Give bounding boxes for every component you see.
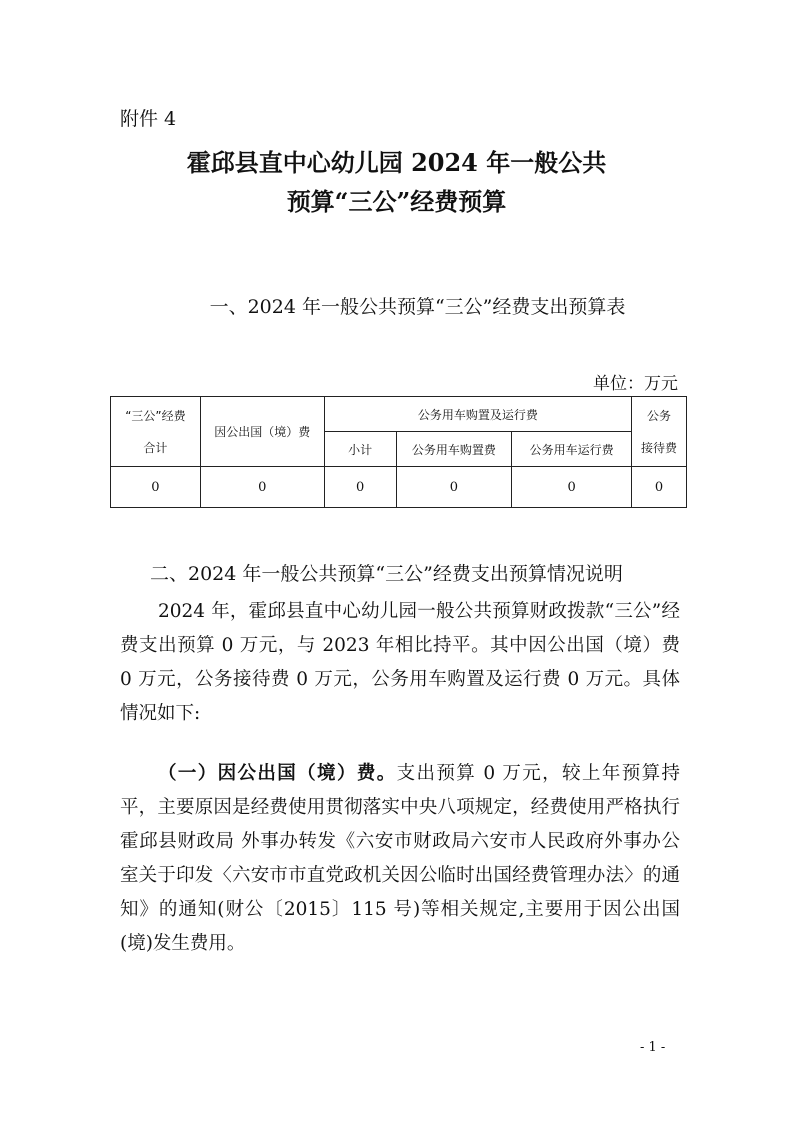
header-reception-line1: 公务 [647,408,672,423]
cell-subtotal: 0 [324,467,396,508]
paragraph-summary: 2024 年，霍邱县直中心幼儿园一般公共预算财政拨款“三公”经费支出预算 0 万元，与 2023 年相比持平。其中因公出国（境）费 0 万元，公务接待费 0 万元，公务用车购置及运行费 0 万元。具体情况如下: [120,601,680,724]
header-purchase: 公务用车购置费 [396,432,512,467]
header-total-line2: 合计 [143,440,168,455]
paragraph-abroad [120,757,680,961]
section1-heading: 一、2024 年一般公共预算“三公”经费支出预算表 [209,296,626,318]
section2-heading: 二、2024 年一般公共预算“三公”经费支出预算情况说明 [150,563,623,585]
header-reception-line2: 接待费 [641,440,678,455]
header-vehicle-group: 公务用车购置及运行费 [324,397,631,432]
unit-label: 单位：万元 [593,374,678,394]
attachment-label: 附件 4 [120,108,177,130]
header-reception [632,397,687,467]
cell-reception: 0 [632,467,687,508]
cell-purchase: 0 [396,467,512,508]
header-total-line1: “三公”经费 [125,408,186,423]
cell-total: 0 [111,467,201,508]
header-operation: 公务用车运行费 [512,432,632,467]
document-title-line1: 霍邱县直中心幼儿园 2024 年一般公共 [186,148,607,177]
header-total [111,397,201,467]
page-number: - 1 - [640,1040,666,1055]
budget-table [110,396,687,508]
paragraph-abroad-lead: （一）因公出国（境）费。 [158,763,397,784]
table-row [111,467,687,508]
cell-abroad: 0 [200,467,324,508]
paragraph-abroad-body: 支出预算 0 万元，较上年预算持平，主要原因是经费使用贯彻落实中央八项规定，经费使用严格执行霍邱县财政局 外事办转发《六安市财政局六安市人民政府外事办公室关于印发〈六安市市直党政机关因公临时出国经费管理办法〉的通知》的通知(财公〔2015〕115 号)等相关规定,主要用于因公出国(境)发生费用。 [120,763,680,954]
cell-operation: 0 [512,467,632,508]
document-title-line2: 预算“三公”经费预算 [286,187,507,216]
header-abroad: 因公出国（境）费 [200,397,324,467]
header-subtotal: 小计 [324,432,396,467]
